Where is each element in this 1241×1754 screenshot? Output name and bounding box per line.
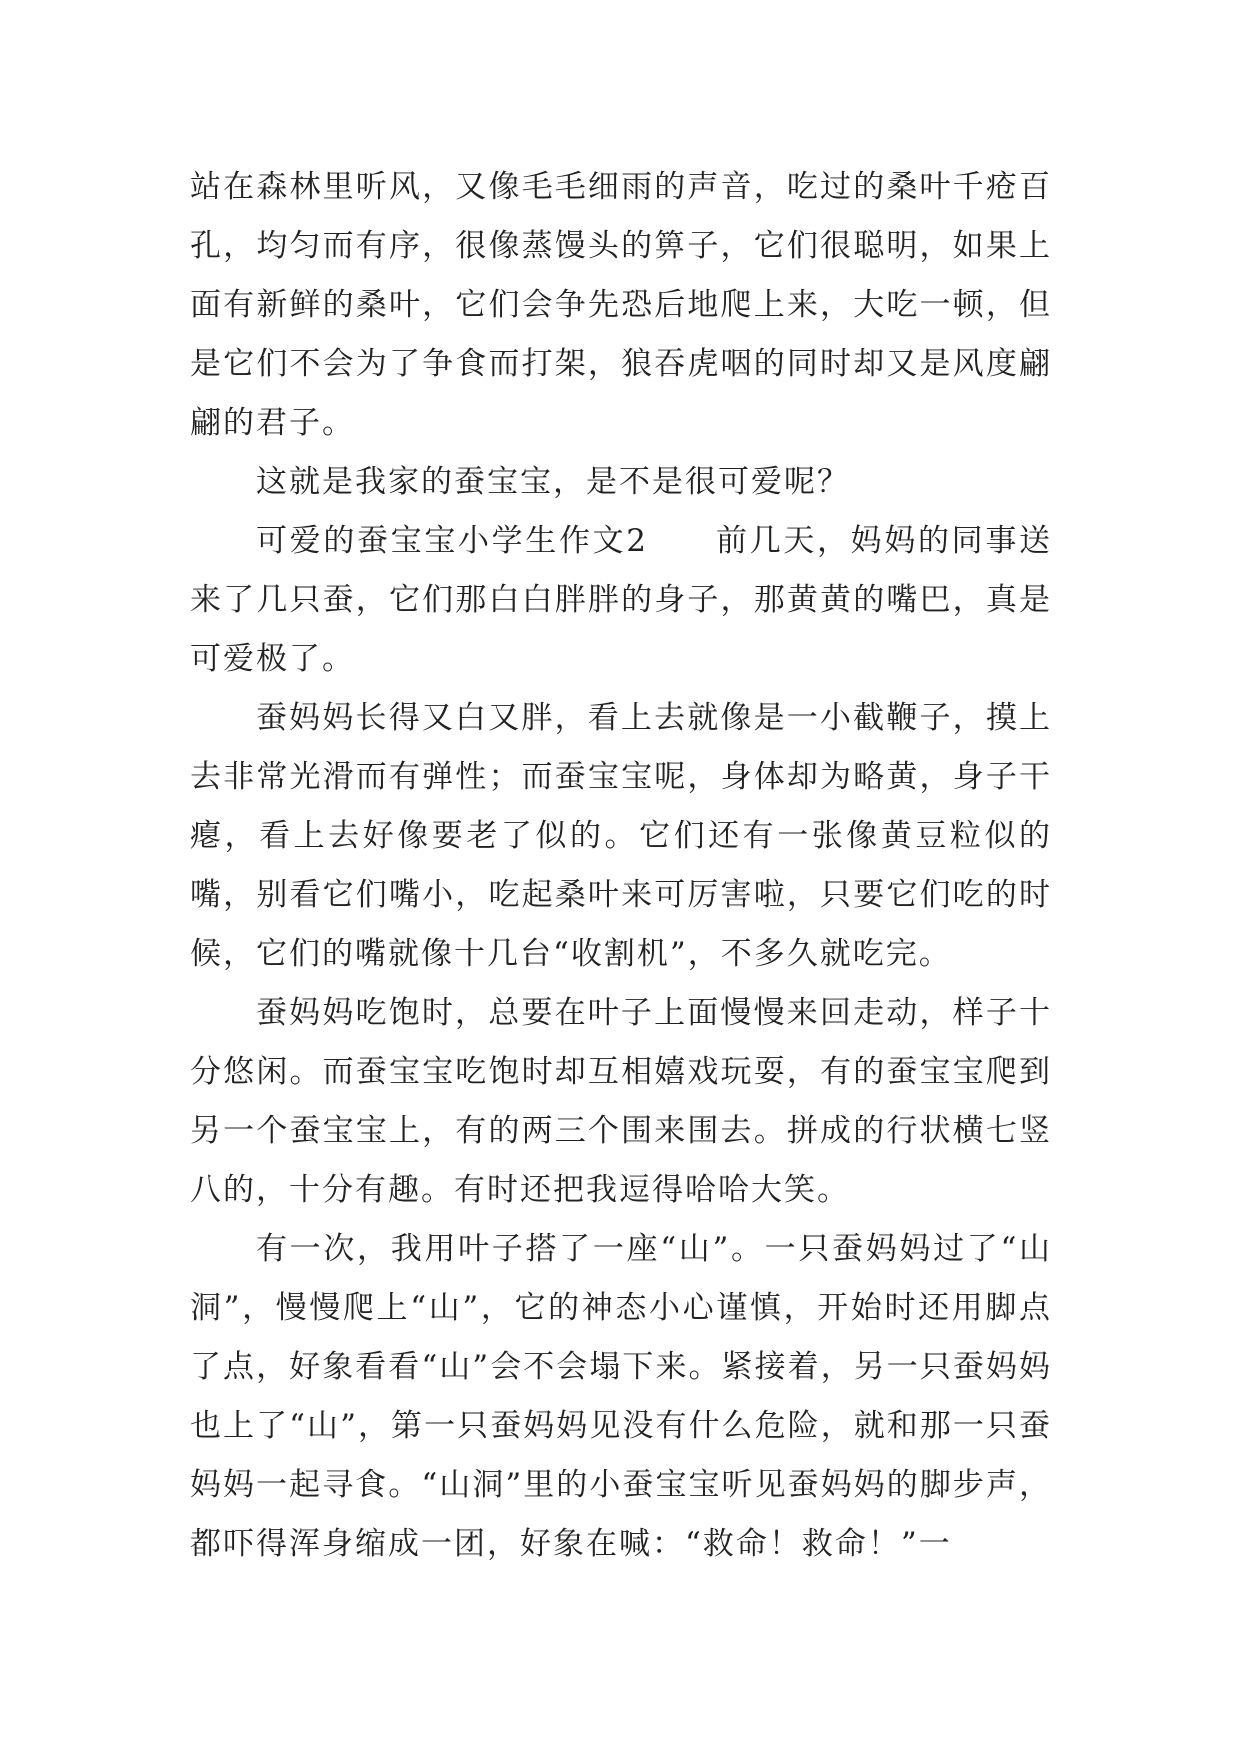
essay-title: 可爱的蚕宝宝小学生作文2 <box>256 523 649 559</box>
paragraph-1: 站在森林里听风，又像毛毛细雨的声音，吃过的桑叶千疮百孔，均匀而有序，很像蒸馒头的箅子，它们很聪明，如果上面有新鲜的桑叶，它们会争先恐后地爬上来，大吃一顿，但是它们不会为了争食而打架，狼吞虎咽的同时却又是风度翩翩的君子。 <box>190 169 1052 441</box>
paragraph-5: 蚕妈妈吃饱时，总要在叶子上面慢慢来回走动，样子十分悠闲。而蚕宝宝吃饱时却互相嬉戏玩耍，有的蚕宝宝爬到另一个蚕宝宝上，有的两三个围来围去。拼成的行状横七竖八的，十分有趣。有时还把我逗得哈哈大笑。 <box>190 995 1052 1208</box>
paragraph-6: 有一次，我用叶子搭了一座“山”。一只蚕妈妈过了“山洞”，慢慢爬上“山”，它的神态小心谨慎，开始时还用脚点了点，好象看看“山”会不会塌下来。紧接着，另一只蚕妈妈也上了“山”，第一只蚕妈妈见没有什么危险，就和那一只蚕妈妈一起寻食。“山洞”里的小蚕宝宝听见蚕妈妈的脚步声，都吓得浑身缩成一团，好象在喊：“救命！救命！”一 <box>190 1231 1052 1562</box>
document-body <box>190 158 1052 1574</box>
paragraph-4: 蚕妈妈长得又白又胖，看上去就像是一小截鞭子，摸上去非常光滑而有弹性；而蚕宝宝呢，身体却为略黄，身子干瘪，看上去好像要老了似的。它们还有一张像黄豆粒似的嘴，别看它们嘴小，吃起桑叶来可厉害啦，只要它们吃的时候，它们的嘴就像十几台“收割机”，不多久就吃完。 <box>190 700 1052 972</box>
title-gap <box>648 523 716 559</box>
paragraph-2: 这就是我家的蚕宝宝，是不是很可爱呢？ <box>256 464 850 500</box>
paragraph-3-text: 前几天，妈妈的同事送来了几只蚕，它们那白白胖胖的身子，那黄黄的嘴巴，真是可爱极了。 <box>190 523 1053 677</box>
paragraph-3 <box>190 512 1052 689</box>
